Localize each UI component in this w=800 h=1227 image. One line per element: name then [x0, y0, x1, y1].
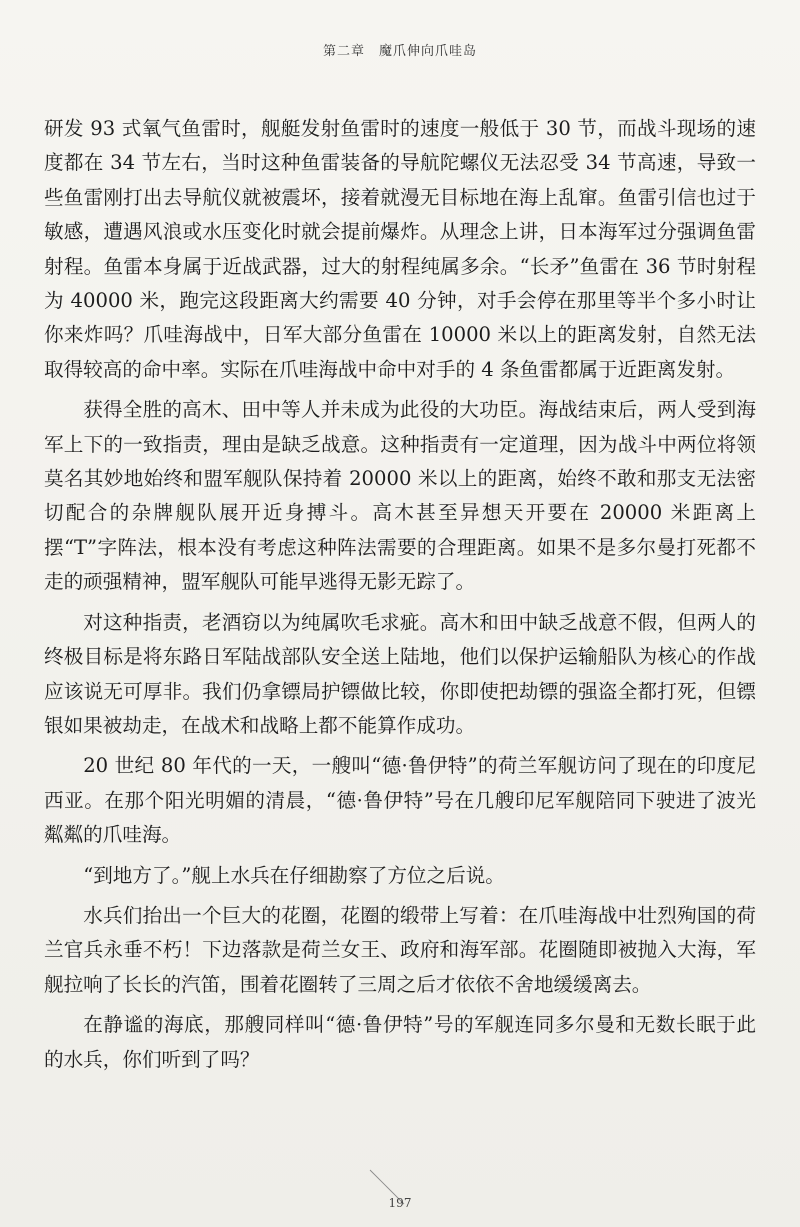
- paragraph-7: 在静谧的海底，那艘同样叫“德·鲁伊特”号的军舰连同多尔曼和无数长眠于此的水兵，你们听到了吗？: [44, 1013, 756, 1071]
- page-number: 197: [388, 1196, 412, 1210]
- paragraph-5: “到地方了。”舰上水兵在仔细勘察了方位之后说。: [83, 863, 505, 887]
- running-head-title: 第二章 魔爪伸向爪哇岛: [322, 44, 477, 59]
- paragraph-3: 对这种指责，老酒窃以为纯属吹毛求疵。高木和田中缺乏战意不假，但两人的终极目标是将东路日军陆战部队安全送上陆地，他们以保护运输船队为核心的作战应该说无可厚非。我们仍拿镖局护镖做比较，你即使把劫镖的强盗全都打死，但镖银如果被劫走，在战术和战略上都不能算作成功。: [44, 610, 756, 737]
- body-text: [44, 112, 756, 1077]
- paragraph-1: 研发 93 式氧气鱼雷时，舰艇发射鱼雷时的速度一般低于 30 节，而战斗现场的速度都在 34 节左右，当时这种鱼雷装备的导航陀螺仪无法忍受 34 节高速，导致一些鱼雷刚打出去导航仪就被震坏，接着就漫无目标地在海上乱窜。鱼雷引信也过于敏感，遭遇风浪或水压变化时就会提前爆炸。从理念上讲，日本海军过分强调鱼雷射程。鱼雷本身属于近战武器，过大的射程纯属多余。“长矛”鱼雷在 36 节时射程为 40000 米，跑完这段距离大约需要 40 分钟，对手会停在那里等半个多小时让你来炸吗？爪哇海战中，日军大部分鱼雷在 10000 米以上的距离发射，自然无法取得较高的命中率。实际在爪哇海战中命中对手的 4 条鱼雷都属于近距离发射。: [44, 117, 756, 381]
- paragraph-4: 20 世纪 80 年代的一天，一艘叫“德·鲁伊特”的荷兰军舰访问了现在的印度尼西亚。在那个阳光明媚的清晨，“德·鲁伊特”号在几艘印尼军舰陪同下驶进了波光粼粼的爪哇海。: [44, 754, 756, 847]
- paragraph-2: 获得全胜的高木、田中等人并未成为此役的大功臣。海战结束后，两人受到海军上下的一致指责，理由是缺乏战意。这种指责有一定道理，因为战斗中两位将领莫名其妙地始终和盟军舰队保持着 20000 米以上的距离，始终不敢和那支无法密切配合的杂牌舰队展开近身搏斗。高木甚至异想天开要在 20000 米距离上摆“T”字阵法，根本没有考虑这种阵法需要的合理距离。如果不是多尔曼打死都不走的顽强精神，盟军舰队可能早逃得无影无踪了。: [44, 398, 756, 594]
- paragraph-6: 水兵们抬出一个巨大的花圈，花圈的缎带上写着：在爪哇海战中壮烈殉国的荷兰官兵永垂不朽！下边落款是荷兰女王、政府和海军部。花圈随即被抛入大海，军舰拉响了长长的汽笛，围着花圈转了三周之后才依依不舍地缓缓离去。: [44, 903, 756, 996]
